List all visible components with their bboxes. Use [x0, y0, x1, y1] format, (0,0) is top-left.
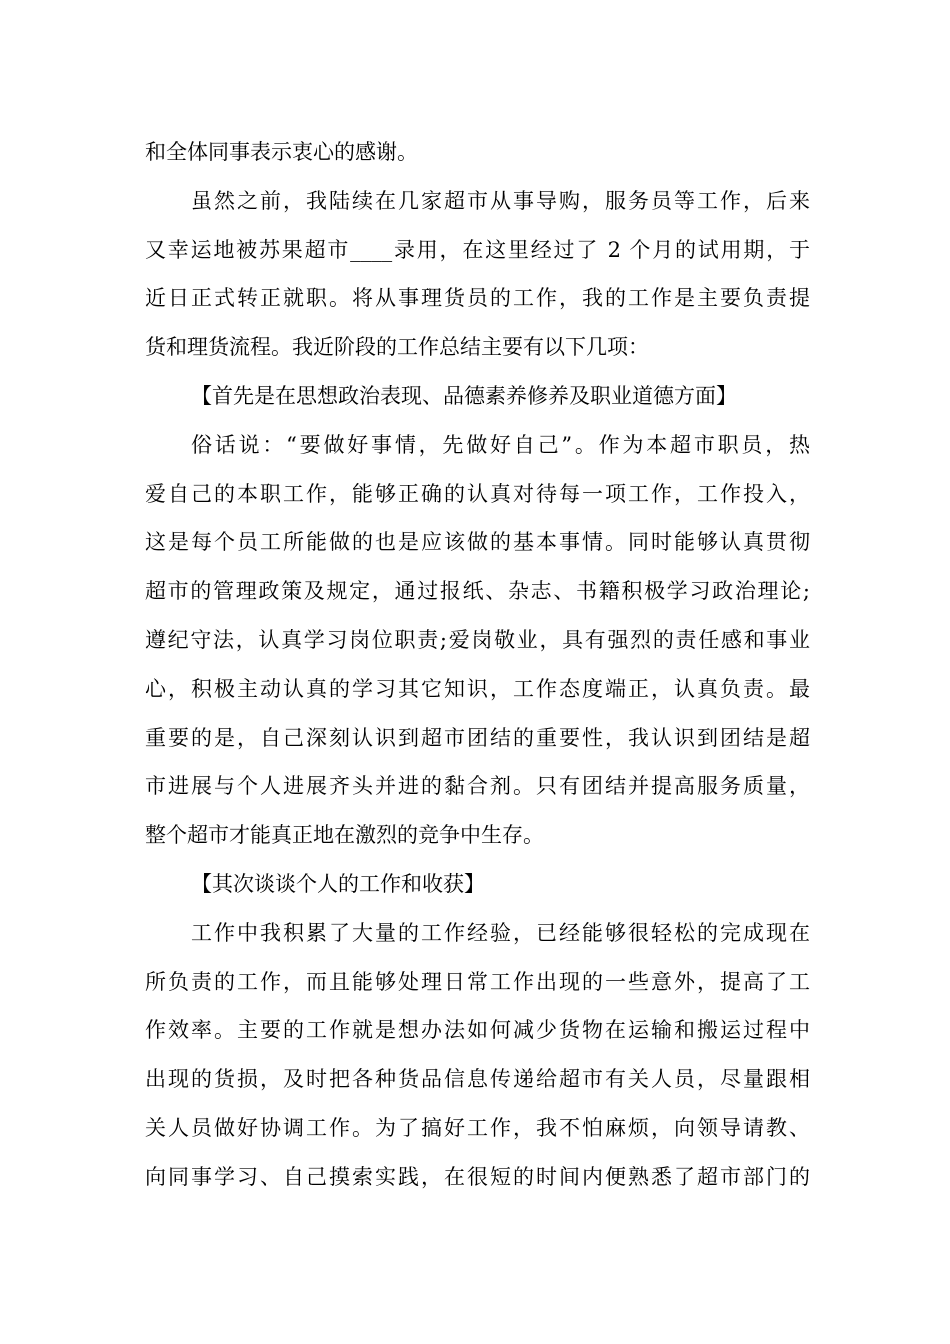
text-line: 重要的是，自己深刻认识到超市团结的重要性，我认识到团结是超 [145, 725, 810, 750]
text-line: 和全体同事表示衷心的感谢。 [145, 140, 418, 164]
text-line: 这是每个员工所能做的也是应该做的基本事情。同时能够认真贯彻 [145, 530, 810, 555]
paragraph-first-line: 【首先是在思想政治表现、品德素养修养及职业道德方面】 [191, 383, 737, 408]
text-line: 又幸运地被苏果超市____录用，在这里经过了 2 个月的试用期，于 [145, 237, 810, 262]
text-line: 近日正式转正就职。将从事理货员的工作，我的工作是主要负责提 [145, 286, 810, 311]
text-line: 作效率。主要的工作就是想办法如何减少货物在运输和搬运过程中 [145, 1018, 810, 1043]
paragraph-first-line: 俗话说：“要做好事情，先做好自己”。作为本超市职员，热 [191, 432, 810, 457]
paragraph-first-line: 工作中我积累了大量的工作经验，已经能够很轻松的完成现在 [191, 920, 810, 945]
document-body [145, 128, 810, 1202]
text-line: 向同事学习、自己摸索实践，在很短的时间内便熟悉了超市部门的 [145, 1164, 810, 1189]
text-line: 爱自己的本职工作，能够正确的认真对待每一项工作，工作投入， [145, 481, 810, 506]
text-line: 关人员做好协调工作。为了搞好工作，我不怕麻烦，向领导请教、 [145, 1115, 810, 1140]
text-line: 超市的管理政策及规定，通过报纸、杂志、书籍积极学习政治理论; [145, 579, 810, 604]
text-line: 所负责的工作，而且能够处理日常工作出现的一些意外，提高了工 [145, 969, 810, 994]
text-line: 市进展与个人进展齐头并进的黏合剂。只有团结并提高服务质量， [145, 774, 810, 799]
paragraph-first-line: 【其次谈谈个人的工作和收获】 [191, 871, 485, 896]
text-line: 货和理货流程。我近阶段的工作总结主要有以下几项： [145, 335, 649, 360]
text-line: 心，积极主动认真的学习其它知识，工作态度端正，认真负责。最 [145, 676, 810, 701]
text-line: 整个超市才能真正地在激烈的竞争中生存。 [145, 823, 544, 848]
text-line: 出现的货损，及时把各种货品信息传递给超市有关人员，尽量跟相 [145, 1067, 810, 1092]
text-line: 遵纪守法，认真学习岗位职责;爱岗敬业，具有强烈的责任感和事业 [145, 627, 810, 652]
paragraph-first-line: 虽然之前，我陆续在几家超市从事导购，服务员等工作，后来 [191, 188, 810, 213]
